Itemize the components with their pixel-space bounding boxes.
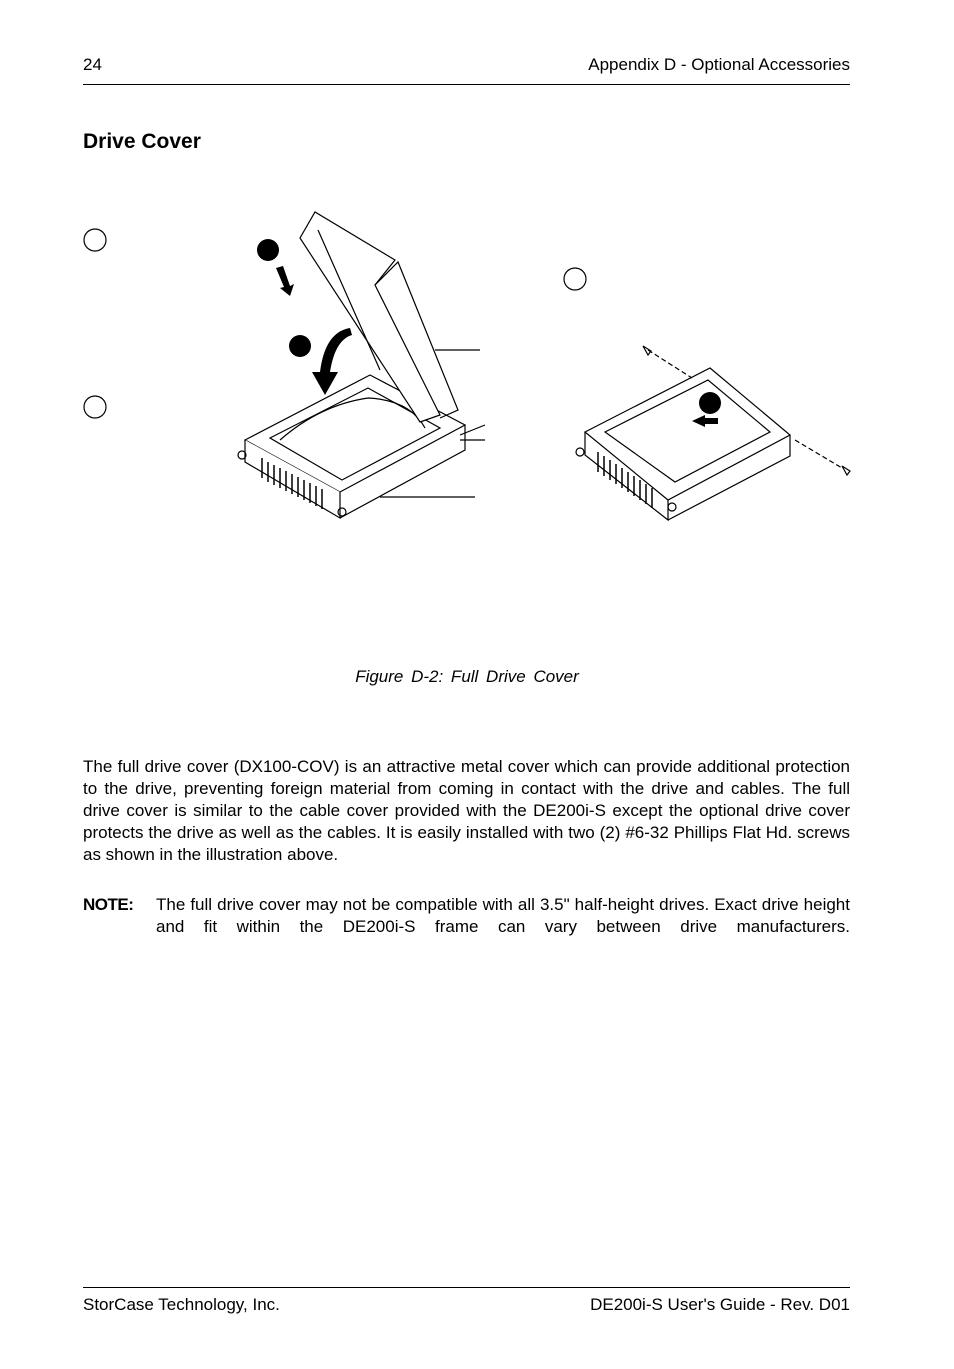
carrier-right	[576, 346, 850, 520]
step-marker-1	[257, 239, 279, 261]
drive-cover-illustration	[80, 200, 860, 540]
figure-caption: Figure D-2: Full Drive Cover	[355, 667, 579, 686]
header-rule	[83, 84, 850, 85]
note-text: The full drive cover may not be compatible with all 3.5" half-height drives. Exact drive height and fit within the DE200i-S frame can vary between drive manufacturers.	[156, 895, 850, 936]
curved-arrow-icon	[312, 328, 352, 395]
footer-company: StorCase Technology, Inc.	[83, 1295, 280, 1314]
body-paragraph: The full drive cover (DX100-COV) is an attractive metal cover which can provide additional protection to the drive, preventing foreign material from coming in contact with the drive and cables. The full drive cover is similar to the cable cover provided with the DE200i-S except the optional drive cover protects the drive as well as the cables. It is easily installed with two (2) #6-32 Phillips Flat Hd. screws as shown in the illustration above.	[83, 757, 850, 864]
note-label: NOTE:	[83, 895, 134, 914]
footer-guide-title: DE200i-S User's Guide - Rev. D01	[590, 1295, 850, 1314]
page-number: 24	[83, 55, 102, 74]
footer-rule	[83, 1287, 850, 1288]
callout-circle-3	[564, 268, 586, 290]
note-block	[83, 894, 850, 938]
step-marker-2	[289, 335, 311, 357]
section-title: Drive Cover	[83, 130, 201, 153]
running-header: Appendix D - Optional Accessories	[588, 55, 850, 74]
callout-circle-1	[84, 229, 106, 251]
callout-circle-2	[84, 396, 106, 418]
step-marker-3	[699, 392, 721, 414]
down-arrow-icon	[276, 266, 294, 296]
